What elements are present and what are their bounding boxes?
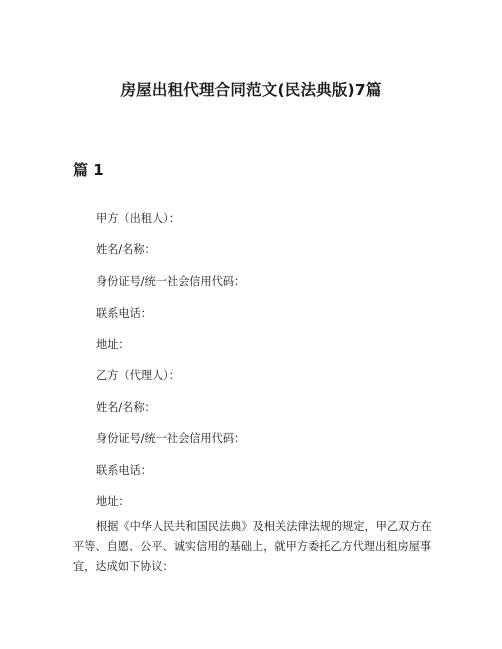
document-title: 房屋出租代理合同范文(民法典版)7篇 xyxy=(120,81,382,99)
party-b-address-field: 地址： xyxy=(96,495,130,508)
party-a-phone-field: 联系电话： xyxy=(96,307,152,320)
party-b-id-field: 身份证号/统一社会信用代码： xyxy=(96,432,246,445)
party-b-phone-field: 联系电话： xyxy=(96,464,152,477)
section-heading: 篇 1 xyxy=(73,161,104,179)
party-b-name-field: 姓名/名称： xyxy=(96,401,156,414)
party-a-address-field: 地址： xyxy=(96,338,130,351)
party-a-name-field: 姓名/名称： xyxy=(96,243,156,256)
agreement-intro-paragraph: 根据《中华人民共和国民法典》及相关法律法规的规定，甲乙双方在平等、自愿、公平、诚实信用的基础上，就甲方委托乙方代理出租房屋事宜，达成如下协议： xyxy=(73,520,432,573)
party-a-id-field: 身份证号/统一社会信用代码： xyxy=(96,275,246,288)
party-a-label: 甲方（出租人）： xyxy=(96,212,180,225)
party-b-label: 乙方（代理人）： xyxy=(96,369,180,382)
